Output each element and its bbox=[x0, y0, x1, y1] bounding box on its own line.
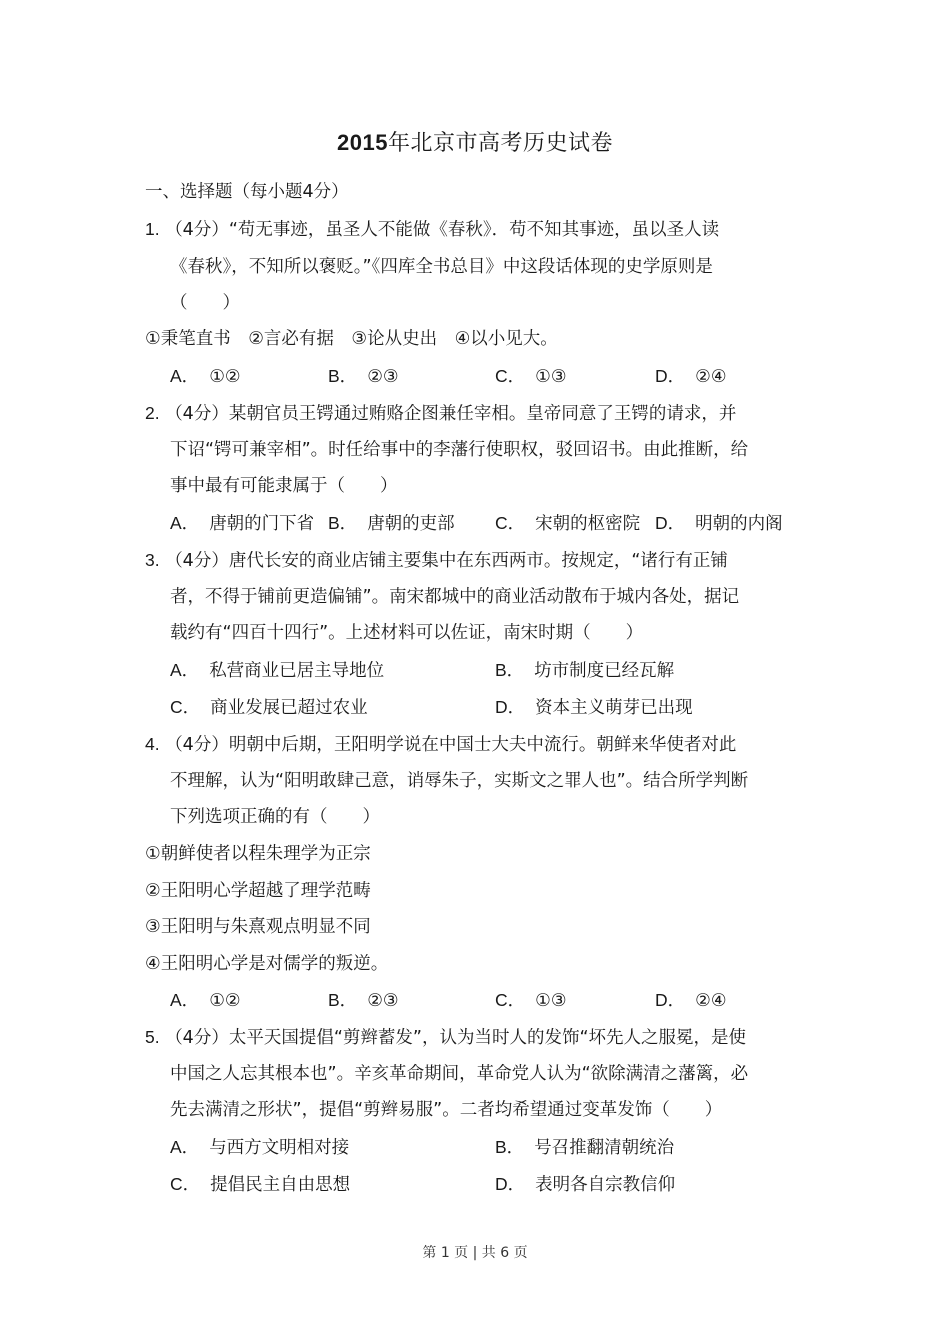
question-line bbox=[145, 401, 736, 426]
question-number: 4. bbox=[145, 734, 160, 754]
document-title bbox=[0, 126, 950, 157]
option-b[interactable]: B． 唐朝的吏部 bbox=[328, 513, 455, 534]
option-b[interactable]: B． 号召推翻清朝统治 bbox=[495, 1137, 675, 1158]
option-c[interactable]: C． 商业发展已超过农业 bbox=[170, 697, 368, 718]
option-c[interactable]: C． ①③ bbox=[495, 366, 567, 387]
question-number: 2. bbox=[145, 403, 160, 423]
option-c[interactable]: C． 提倡民主自由思想 bbox=[170, 1174, 351, 1195]
option-a[interactable]: A． 唐朝的门下省 bbox=[170, 513, 315, 534]
question-text: （4分）太平天国提倡“剪辫蓄发”，认为当时人的发饰“坏先人之服冕，是使 bbox=[165, 1028, 747, 1048]
statement: ③王阳明与朱熹观点明显不同 bbox=[145, 917, 371, 937]
option-c[interactable]: C． ①③ bbox=[495, 990, 567, 1011]
option-a[interactable]: A． 与西方文明相对接 bbox=[170, 1137, 350, 1158]
statement: ②王阳明心学超越了理学范畴 bbox=[145, 881, 371, 901]
title-text: 年北京市高考历史试卷 bbox=[387, 131, 613, 156]
option-d[interactable]: D． 资本主义萌芽已出现 bbox=[495, 697, 693, 718]
question-line bbox=[145, 732, 736, 757]
answer-blank: （ ） bbox=[170, 293, 240, 313]
option-b[interactable]: B． ②③ bbox=[328, 990, 399, 1011]
statement: ④王阳明心学是对儒学的叛逆。 bbox=[145, 954, 389, 974]
option-a[interactable]: A． ①② bbox=[170, 990, 241, 1011]
section-header: 一、选择题（每小题4分） bbox=[145, 182, 349, 202]
question-text: 不理解，认为“阳明敢肆己意，诮辱朱子，实斯文之罪人也”。结合所学判断 bbox=[170, 771, 749, 791]
question-text: 《春秋》，不知所以褒贬。”《四库全书总目》中这段话体现的史学原则是 bbox=[170, 257, 713, 277]
question-line bbox=[145, 1025, 746, 1050]
option-a[interactable]: A． ①② bbox=[170, 366, 241, 387]
option-a[interactable]: A． 私营商业已居主导地位 bbox=[170, 660, 385, 681]
question-text: 中国之人忘其根本也”。辛亥革命期间，革命党人认为“欲除满清之藩篱，必 bbox=[170, 1064, 749, 1084]
question-text: （4分）唐代长安的商业店铺主要集中在东西两市。按规定，“诸行有正铺 bbox=[165, 551, 728, 571]
question-line bbox=[145, 548, 728, 573]
question-text: 者，不得于铺前更造偏铺”。南宋都城中的商业活动散布于城内各处，据记 bbox=[170, 587, 740, 607]
question-text: 下诏“锷可兼宰相”。时任给事中的李藩行使职权，驳回诏书。由此推断，给 bbox=[170, 440, 749, 460]
option-d[interactable]: D． 表明各自宗教信仰 bbox=[495, 1174, 676, 1195]
option-b[interactable]: B． ②③ bbox=[328, 366, 399, 387]
question-number: 5. bbox=[145, 1027, 160, 1047]
question-text: 事中最有可能隶属于（ ） bbox=[170, 476, 398, 496]
page-footer: 第 1 页 | 共 6 页 bbox=[422, 1245, 528, 1261]
statement: ①秉笔直书 ②言必有据 ③论从史出 ④以小见大。 bbox=[145, 329, 558, 349]
question-text: 下列选项正确的有（ ） bbox=[170, 807, 380, 827]
question-text: （4分）某朝官员王锷通过贿赂企图兼任宰相。皇帝同意了王锷的请求，并 bbox=[165, 404, 737, 424]
title-year: 2015 bbox=[337, 130, 388, 155]
statement: ①朝鲜使者以程朱理学为正宗 bbox=[145, 844, 371, 864]
option-c[interactable]: C． 宋朝的枢密院 bbox=[495, 513, 641, 534]
question-text: 载约有“四百十四行”。上述材料可以佐证，南宋时期（ ） bbox=[170, 623, 644, 643]
question-text: 先去满清之形状”，提倡“剪辫易服”。二者均希望通过变革发饰（ ） bbox=[170, 1100, 723, 1120]
question-line bbox=[145, 217, 719, 242]
question-number: 1. bbox=[145, 219, 160, 239]
question-text: （4分）明朝中后期，王阳明学说在中国士大夫中流行。朝鲜来华使者对此 bbox=[165, 735, 737, 755]
option-d[interactable]: D． 明朝的内阁 bbox=[655, 513, 783, 534]
option-d[interactable]: D． ②④ bbox=[655, 366, 727, 387]
option-b[interactable]: B． 坊市制度已经瓦解 bbox=[495, 660, 675, 681]
option-d[interactable]: D． ②④ bbox=[655, 990, 727, 1011]
question-number: 3. bbox=[145, 550, 160, 570]
question-text: （4分）“苟无事迹，虽圣人不能做《春秋》．苟不知其事迹，虽以圣人读 bbox=[165, 220, 720, 240]
